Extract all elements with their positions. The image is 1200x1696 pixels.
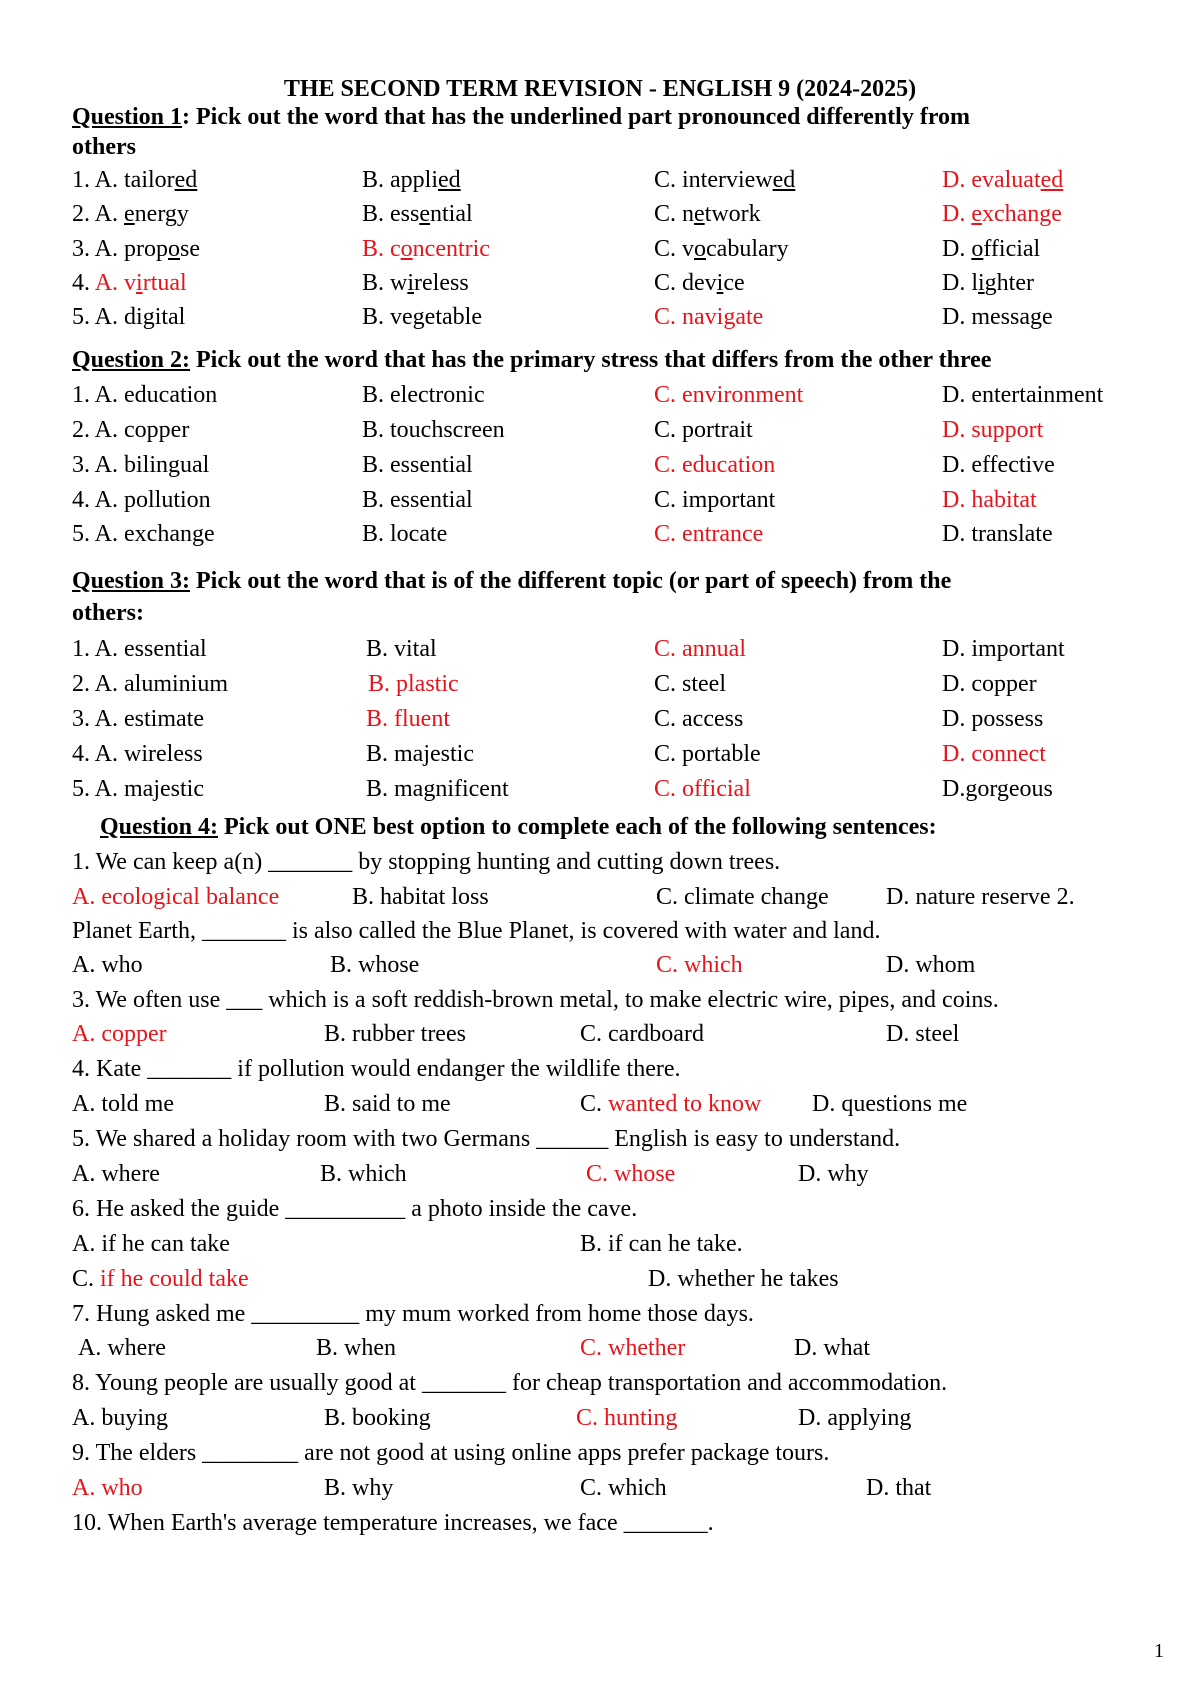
q1-r4-option-d: D. lighter [942, 270, 1034, 296]
q4-s1-option-b: B. habitat loss [352, 884, 489, 910]
q1-r2-option-a: 2. A. energy [72, 201, 189, 227]
q4-s6-option-a: A. if he can take [72, 1231, 230, 1257]
q1-r3-option-c: C. vocabulary [654, 236, 789, 262]
q2-r3-option-d: D. effective [942, 452, 1055, 478]
q1-r5-option-d: D. message [942, 304, 1053, 330]
q4-s3-option-a: A. copper [72, 1021, 167, 1047]
q4-s7-option-c: C. whether [580, 1335, 686, 1361]
question-1-heading-cont: others [72, 134, 136, 160]
q2-r4-option-a: 4. A. pollution [72, 487, 211, 513]
question-4-heading [100, 810, 1200, 844]
q1-r1-option-a: 1. A. tailored [72, 167, 198, 193]
q1-r3-option-d: D. official [942, 236, 1041, 262]
q2-r5-option-a: 5. A. exchange [72, 521, 215, 547]
q4-s5-option-a: A. where [72, 1161, 160, 1187]
q1-r1-option-b: B. applied [362, 167, 461, 193]
q1-r4-option-b: B. wireless [362, 270, 469, 296]
q1-r1-option-d: D. evaluated [942, 167, 1064, 193]
q3-r1-option-c: C. annual [654, 636, 746, 662]
q2-r3-option-b: B. essential [362, 452, 473, 478]
q3-r2-option-d: D. copper [942, 671, 1037, 697]
q1-r5-option-c: C. navigate [654, 304, 764, 330]
q2-r2-option-a: 2. A. copper [72, 417, 190, 443]
q3-r4-option-d: D. connect [942, 741, 1046, 767]
q2-r1-option-a: 1. A. education [72, 382, 218, 408]
q4-sentence-7: 7. Hung asked me _________ my mum worked from home those days. [72, 1301, 754, 1327]
q1-r2-option-b: B. essential [362, 201, 473, 227]
q4-s3-option-b: B. rubber trees [324, 1021, 466, 1047]
q4-s6-option-b: B. if can he take. [580, 1231, 743, 1257]
q4-s3-option-c: C. cardboard [580, 1021, 704, 1047]
question-2-heading [72, 343, 1172, 377]
q4-s7-option-a: A. where [78, 1335, 166, 1361]
q3-r5-option-b: B. magnificent [366, 776, 509, 802]
page-number: 1 [1154, 1640, 1164, 1662]
q4-s9-option-a: A. who [72, 1475, 143, 1501]
q2-r5-option-b: B. locate [362, 521, 448, 547]
q4-s6-option-c: C. if he could take [72, 1266, 249, 1292]
q3-r5-option-a: 5. A. majestic [72, 776, 204, 802]
q4-s2-option-a: A. who [72, 952, 143, 978]
q4-s6-option-d: D. whether he takes [648, 1266, 839, 1292]
q2-r5-option-d: D. translate [942, 521, 1053, 547]
q4-s1-option-d: D. nature reserve 2. [886, 884, 1075, 910]
q3-r3-option-a: 3. A. estimate [72, 706, 204, 732]
q4-sentence-5: 5. We shared a holiday room with two Germans ______ English is easy to understand. [72, 1126, 901, 1152]
q4-s5-option-c: C. whose [586, 1161, 676, 1187]
q3-r1-option-a: 1. A. essential [72, 636, 207, 662]
q4-sentence-8: 8. Young people are usually good at _______ for cheap transportation and accommodation. [72, 1370, 948, 1396]
q4-s7-option-d: D. what [794, 1335, 870, 1361]
q4-s2-option-d: D. whom [886, 952, 976, 978]
q4-s1-option-c: C. climate change [656, 884, 829, 910]
q4-s8-option-b: B. booking [324, 1405, 431, 1431]
q4-s1-option-a: A. ecological balance [72, 884, 280, 910]
q4-sentence-9: 9. The elders ________ are not good at using online apps prefer package tours. [72, 1440, 830, 1466]
q2-r3-option-a: 3. A. bilingual [72, 452, 210, 478]
q4-sentence-6: 6. He asked the guide __________ a photo inside the cave. [72, 1196, 638, 1222]
q3-r3-option-d: D. possess [942, 706, 1044, 732]
q2-r1-option-d: D. entertainment [942, 382, 1104, 408]
q1-r2-option-c: C. network [654, 201, 761, 227]
q4-s4-option-c: C. wanted to know [580, 1091, 762, 1117]
q1-r2-option-d: D. exchange [942, 201, 1062, 227]
q4-sentence-3: 3. We often use ___ which is a soft reddish-brown metal, to make electric wire, pipes, and coins. [72, 987, 999, 1013]
question-2-label: Question 2: [72, 347, 191, 373]
q2-r4-option-c: C. important [654, 487, 776, 513]
q1-r5-option-a: 5. A. digital [72, 304, 186, 330]
q4-s5-option-d: D. why [798, 1161, 869, 1187]
q2-r4-option-b: B. essential [362, 487, 473, 513]
q4-s9-option-b: B. why [324, 1475, 394, 1501]
q4-s5-option-b: B. which [320, 1161, 407, 1187]
q4-s4-option-d: D. questions me [812, 1091, 968, 1117]
q1-r3-option-b: B. concentric [362, 236, 490, 262]
q4-s9-option-d: D. that [866, 1475, 932, 1501]
q4-s4-option-a: A. told me [72, 1091, 174, 1117]
q1-r1-option-c: C. interviewed [654, 167, 796, 193]
q4-s8-option-c: C. hunting [576, 1405, 678, 1431]
q2-r2-option-c: C. portrait [654, 417, 753, 443]
q3-r5-option-d: D.gorgeous [942, 776, 1053, 802]
q3-r3-option-b: B. fluent [366, 706, 450, 732]
page-title: THE SECOND TERM REVISION - ENGLISH 9 (2024-2025) [283, 76, 917, 102]
q3-r4-option-a: 4. A. wireless [72, 741, 203, 767]
q2-r2-option-d: D. support [942, 417, 1044, 443]
q4-s8-option-d: D. applying [798, 1405, 912, 1431]
q2-r1-option-c: C. environment [654, 382, 804, 408]
q4-s8-option-a: A. buying [72, 1405, 168, 1431]
q2-r4-option-d: D. habitat [942, 487, 1037, 513]
q4-s4-option-b: B. said to me [324, 1091, 451, 1117]
q4-s9-option-c: C. which [580, 1475, 667, 1501]
question-1-text: : Pick out the word that has the underlined part pronounced differently from [182, 104, 971, 130]
q1-r4-option-a: 4. A. virtual [72, 270, 187, 296]
q3-r2-option-b: B. plastic [368, 671, 459, 697]
q3-r3-option-c: C. access [654, 706, 744, 732]
q3-r4-option-b: B. majestic [366, 741, 474, 767]
q3-r2-option-a: 2. A. aluminium [72, 671, 228, 697]
q1-r4-option-a-word: A. virtual [94, 270, 187, 296]
q3-r1-option-d: D. important [942, 636, 1065, 662]
q4-sentence-1: 1. We can keep a(n) _______ by stopping hunting and cutting down trees. [72, 849, 781, 875]
q4-sentence-2: Planet Earth, _______ is also called the Blue Planet, is covered with water and land. [72, 918, 881, 944]
q2-r3-option-c: C. education [654, 452, 776, 478]
question-4-text: Pick out ONE best option to complete each of the following sentences: [218, 814, 937, 840]
q4-sentence-4: 4. Kate _______ if pollution would endanger the wildlife there. [72, 1056, 681, 1082]
q4-s2-option-b: B. whose [330, 952, 420, 978]
q4-s2-option-c: C. which [656, 952, 743, 978]
q3-r2-option-c: C. steel [654, 671, 726, 697]
q1-r3-option-a: 3. A. propose [72, 236, 200, 262]
question-3-heading [72, 564, 1172, 598]
q1-r5-option-b: B. vegetable [362, 304, 482, 330]
q3-r5-option-c: C. official [654, 776, 751, 802]
question-2-text: Pick out the word that has the primary stress that differs from the other three [190, 347, 992, 373]
q4-sentence-10: 10. When Earth's average temperature increases, we face _______. [72, 1510, 714, 1536]
question-1-heading [72, 100, 1172, 134]
q4-s3-option-d: D. steel [886, 1021, 960, 1047]
q2-r5-option-c: C. entrance [654, 521, 764, 547]
question-3-text: Pick out the word that is of the different topic (or part of speech) from the [190, 568, 952, 594]
q2-r2-option-b: B. touchscreen [362, 417, 505, 443]
q4-s7-option-b: B. when [316, 1335, 396, 1361]
q3-r1-option-b: B. vital [366, 636, 437, 662]
q2-r1-option-b: B. electronic [362, 382, 485, 408]
q1-r4-option-c: C. device [654, 270, 745, 296]
question-3-heading-cont: others: [72, 600, 144, 626]
question-4-label: Question 4: [100, 814, 219, 840]
question-1-label: Question 1 [72, 104, 183, 130]
question-3-label: Question 3: [72, 568, 191, 594]
q3-r4-option-c: C. portable [654, 741, 761, 767]
